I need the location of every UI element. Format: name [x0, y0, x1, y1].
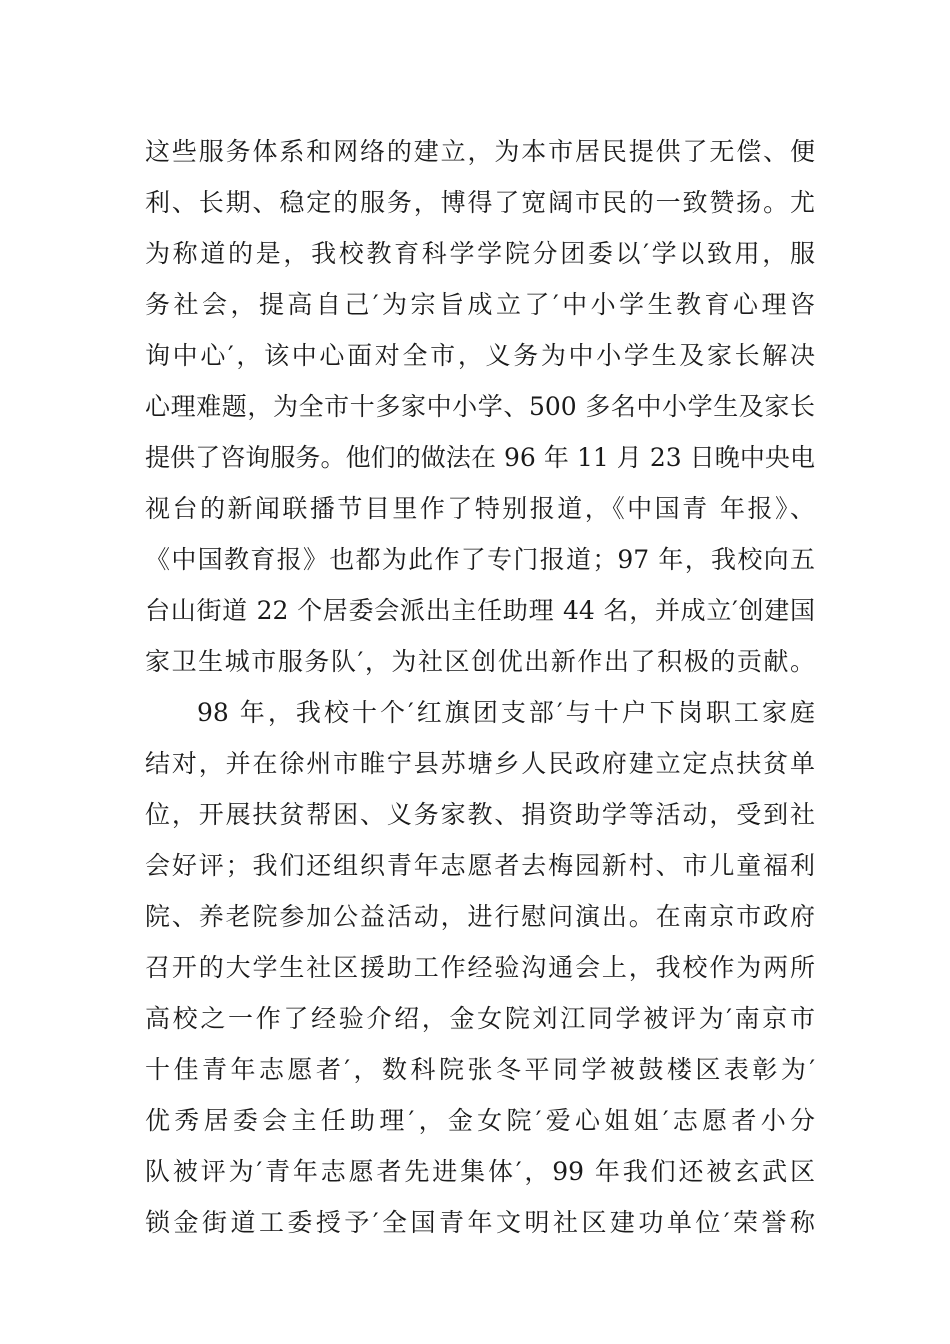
text-line: 视台的新闻联播节目里作了特别报道，《中国青 年报》、: [145, 494, 815, 523]
document-body: [145, 126, 815, 1248]
text-line: 家卫生城市服务队′，为社区创优出新作出了积极的贡献。: [145, 647, 815, 676]
text-line: 询中心′，该中心面对全市，义务为中小学生及家长解决: [145, 341, 815, 370]
paragraph-1: [145, 126, 815, 687]
text-line: 锁金街道工委授予′全国青年文明社区建功单位′荣誉称: [145, 1208, 815, 1237]
text-line: 利、长期、稳定的服务，博得了宽阔市民的一致赞扬。尤: [145, 188, 815, 217]
text-line: 优秀居委会主任助理′，金女院′爱心姐姐′志愿者小分: [145, 1106, 815, 1135]
text-line: 队被评为′青年志愿者先进集体′，99 年我们还被玄武区: [145, 1157, 815, 1186]
text-line: 结对，并在徐州市睢宁县苏塘乡人民政府建立定点扶贫单: [145, 749, 815, 778]
text-line: 院、养老院参加公益活动，进行慰问演出。在南京市政府: [145, 902, 815, 931]
text-line: 召开的大学生社区援助工作经验沟通会上，我校作为两所: [145, 953, 815, 982]
text-line: 务社会，提高自己′为宗旨成立了′中小学生教育心理咨: [145, 290, 815, 319]
text-line: 十佳青年志愿者′，数科院张冬平同学被鼓楼区表彰为′: [145, 1055, 815, 1084]
text-line: 心理难题，为全市十多家中小学、500 多名中小学生及家长: [145, 392, 815, 421]
text-line: 为称道的是，我校教育科学学院分团委以′学以致用，服: [145, 239, 815, 268]
text-line: 台山街道 22 个居委会派出主任助理 44 名，并成立′创建国: [145, 596, 815, 625]
text-line: 这些服务体系和网络的建立，为本市居民提供了无偿、便: [145, 137, 815, 166]
text-line: 位，开展扶贫帮困、义务家教、捐资助学等活动，受到社: [145, 800, 815, 829]
paragraph-2: [145, 687, 815, 1248]
text-line: 提供了咨询服务。他们的做法在 96 年 11 月 23 日晚中央电: [145, 443, 815, 472]
text-line: 会好评；我们还组织青年志愿者去梅园新村、市儿童福利: [145, 851, 815, 880]
text-line: 98 年，我校十个′红旗团支部′与十户下岗职工家庭: [197, 698, 815, 727]
text-line: 高校之一作了经验介绍，金女院刘江同学被评为′南京市: [145, 1004, 815, 1033]
text-line: 《中国教育报》也都为此作了专门报道；97 年，我校向五: [145, 545, 815, 574]
